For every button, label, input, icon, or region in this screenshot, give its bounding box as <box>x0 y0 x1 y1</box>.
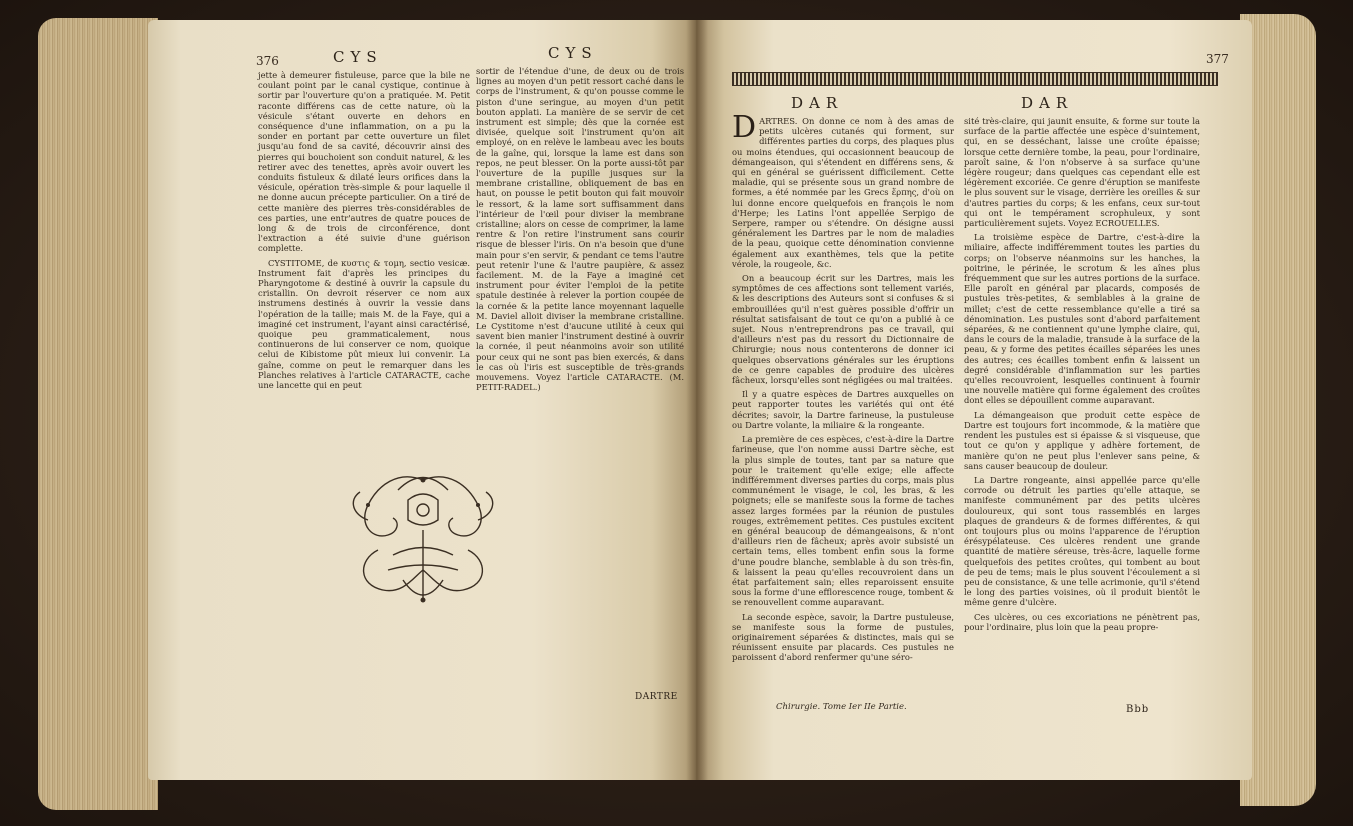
page-footer: Chirurgie. Tome Ier IIe Partie. <box>776 702 907 712</box>
left-column-1 <box>258 70 470 400</box>
paragraph: La première de ces espèces, c'est-à-dire la Dartre farineuse, que l'on nomme aussi Dartre sèche, est la plus simple de toutes, tant par sa nature que pour le traitement qu'elle exige; elle affecte indifféremment diverses parties du corps, mais plus communément le visage, le col, les bras, & les poignets; elle se manifeste sous la forme de taches assez larges formées par la réunion de pustules rouges, extrêmement petites. Ces pustules excitent en général beaucoup de démangeaisons, & n'ont d'ailleurs rien de fâcheux; après avoir subsisté un certain tems, elles tombent enfin sous la forme d'une poudre blanche, semblable à du son très-fin, & laissent la peau qu'elles recouvroient dans un état parfaitement sain; elles reparoissent ensuite sous la forme d'une efflorescence rouge, tombent & se renouvellent comme auparavant. <box>732 434 954 608</box>
book-edge-left <box>38 18 158 810</box>
paragraph: jette à demeurer fistuleuse, parce que la bile ne coulant point par le canal cystique, continue à sortir par l'ouverture qu'on a pratiquée. M. Petit raconte différens cas de cette nature, où la vésicule s'étant ouverte en dehors en conséquence d'une inflammation, on a pu la sonder en portant par cette ouverture un filet jusqu'au fond de sa cavité, découvrir ainsi des pierres qui bouchoient son conduit naturel, & les retirer avec des tenettes, après avoir ouvert les conduits fistuleux & dilaté leurs orifices dans la vésicule, opération très-simple & pour laquelle il ne donne aucun précepte particulier. On a tiré de cette manière des pierres très-considérables de ces parties, une entr'autres de quatre pouces de long & de trois de circonférence, dont l'extraction a été suivie d'une guérison complette. <box>258 70 470 254</box>
paragraph: La démangeaison que produit cette espèce de Dartre est toujours fort incommode, & la matière que rendent les pustules est si épaisse & si visqueuse, que tout ce qu'on y applique y adhère fortement, de manière qu'on ne peut plus l'enlever sans peine, & sans causer beaucoup de douleur. <box>964 409 1200 471</box>
drop-initial: D <box>732 110 757 145</box>
left-folio: 376 <box>256 54 279 68</box>
paragraph: sortir de l'étendue d'une, de deux ou de trois lignes au moyen d'un petit ressort caché dans le corps de l'instrument, & qu'on pousse comme le piston d'une seringue, au moyen d'un petit bouton applati. La manière de se servir de cet instrument est simple; dès que la cornée est divisée, quelque soit l'instrument qu'on ait employé, on en relève le lambeau avec les bouts de la gaîne, qui, lorsque la lame est dans son repos, ne peut blesser. On la porte aussi-tôt par l'ouverture de la pupille jusques sur la membrane cristalline, obliquement de bas en haut, on pousse le petit bouton qui fait mouvoir le ressort, & la lame sort suffisamment dans l'intérieur de l'œil pour diviser la membrane cristalline; alors on cesse de comprimer, la lame rentre & l'on retire l'instrument sans courir risque de blesser l'iris. On n'a besoin que d'une main pour s'en servir, & pendant ce tems l'autre peut retenir l'une & l'autre paupière, & assez facilement. M. de la Faye a imaginé cet instrument pour éviter l'emploi de la petite spatule destinée à relever la portion coupée de la cornée & la petite lance moyennant laquelle M. Daviel alloit diviser la membrane cristalline. Le Cystitome n'est d'aucune utilité à ceux qui savent bien manier l'instrument destiné à ouvrir la cornée, il peut néanmoins avoir son utilité pour ceux qui ne sont pas bien exercés, & dans le cas où l'iris est susceptible de très-grands mouvemens. Voyez l'article CATARACTE. (M. PETIT-RADEL.) <box>476 66 684 393</box>
paragraph: On a beaucoup écrit sur les Dartres, mais les symptômes de ces affections sont tellement variés, & les descriptions des Auteurs sont si confuses & si embrouillées qu'il n'est guères possible d'offrir un résultat satisfaisant de tout ce qu'on a publié à ce sujet. Nous n'entreprendrons pas ce travail, qui d'ailleurs n'est pas du ressort du Dictionnaire de Chirurgie; nous nous contenterons de donner ici quelques observations générales sur les éruptions de ce genre capables de produire des ulcères fâcheux, lorsqu'elles sont négligées ou mal traitées. <box>732 273 954 386</box>
paragraph: sité très-claire, qui jaunit ensuite, & forme sur toute la surface de la partie affectée une espèce d'suintement, qui, en se desséchant, laisse une croûte épaisse; lorsque cette dernière tombe, la peau, pour l'ordinaire, paroît saine, & l'on n'observe à sa surface qu'une légère rougeur; dans quelques cas cependant elle est légèrement excoriée. Ce genre d'éruption se manifeste le plus souvent sur le visage, derrière les oreilles & sur d'autres parties du corps; & les enfans, ceux sur-tout qui ont le tempérament scrophuleux, y sont particulièrement sujets. Voyez ECROUELLES. <box>964 116 1200 229</box>
paragraph: La troisième espèce de Dartre, c'est-à-dire la miliaire, affecte indifféremment toutes les parties du corps; on l'observe néanmoins sur les hanches, la poitrine, le périnée, le scrotum & les aînes plus fréquemment que sur les autres portions de la surface. Elle paroît en général par placards, composés de pustules très-petites, & semblables à la graine de millet; c'est de cette ressemblance qu'elle a tiré sa dénomination. Les pustules sont d'abord parfaitement séparées, & ne contiennent qu'une lymphe claire, qui, dans le cours de la maladie, transude à la surface de la peau, & y forme des petites écailles séparées les unes des autres; ces écailles tombent enfin & laissent un degré considérable d'inflammation sur les parties qu'elles recouvroient, lesquelles continuent à fournir une nouvelle matière qui forme également des croûtes dont elles se dépouillent comme auparavant. <box>964 232 1200 406</box>
paragraph: Il y a quatre espèces de Dartres auxquelles on peut rapporter toutes les variétés qui ont été décrites; savoir, la Dartre farineuse, la pustuleuse ou Dartre volante, la miliaire & la rongeante. <box>732 389 954 430</box>
paragraph: DARTRES. On donne ce nom à des amas de petits ulcères cutanés qui forment, sur différentes parties du corps, des plaques plus ou moins étendues, qui occasionnent beaucoup de démangeaison, qui s'étendent en différens sens, & qui en général se guérissent difficilement. Cette maladie, qui se présente sous un grand nombre de formes, a été nommée par les Grecs ἕρπης, d'où on lui donne encore quelquefois en françois le nom d'Herpe; les Latins l'ont appellée Serpigo de Serpere, ramper ou s'étendre. On désigne aussi généralement les Dartres par le nom de maladies de la peau, quoique cette dénomination convienne également aux exanthèmes, tels que la petite vérole, la rougeole, &c. <box>732 110 954 269</box>
right-folio: 377 <box>1206 52 1229 66</box>
paragraph: CYSTITOME, de κυστις & τομη, sectio vesicæ. Instrument fait d'après les principes du Pharyngotome & destiné à ouvrir la capsule du cristallin. On devroit réserver ce nom aux instrumens destinés à ouvrir la vessie dans l'opération de la taille; mais M. de la Faye, qui a imaginé cet instrument, l'ayant ainsi caractérisé, quoique peu grammaticalement, nous continuerons de lui conserver ce nom, quoique celui de Kibistome pût mieux lui convenir. La gaîne, comme on peut le remarquer dans les Planches relatives à l'article CATARACTE, cache une lancette qui en peut <box>258 257 470 391</box>
right-column-2 <box>964 116 1200 701</box>
left-running-head-1: CYS <box>333 48 383 66</box>
left-catchword: DARTRE <box>635 692 678 702</box>
paragraph: Ces ulcères, ou ces excoriations ne pénètrent pas, pour l'ordinaire, plus loin que la peau propre- <box>964 611 1200 632</box>
left-page <box>148 20 696 780</box>
left-column-2 <box>476 66 684 393</box>
decorative-band <box>732 72 1218 86</box>
right-page <box>696 20 1252 780</box>
book-gutter <box>686 20 708 780</box>
signature-mark: Bbb <box>1126 704 1150 715</box>
left-running-head-2: CYS <box>548 44 598 62</box>
right-running-head-2: DAR <box>1021 94 1074 112</box>
paragraph: La seconde espèce, savoir, la Dartre pustuleuse, se manifeste sous la forme de pustules, originairement séparées & distinctes, mais qui se réunissent ensuite par placards. Ces pustules ne paroissent d'abord renfermer qu'une séro- <box>732 611 954 663</box>
right-running-head-1: DAR <box>791 94 844 112</box>
ornament-vignette <box>338 460 508 610</box>
paragraph: La Dartre rongeante, ainsi appellée parce qu'elle corrode ou détruit les parties qu'elle attaque, se manifeste communément par des petits ulcères douloureux, qui sont tous rassemblés en larges plaques de grandeurs & de formes différentes, & qui ont toujours plus ou moins l'apparence de l'éruption érésypélateuse. Ces ulcères rendent une grande quantité de matière séreuse, très-âcre, laquelle forme quelquefois des petites croûtes, qui tombent au bout de peu de tems; mais le plus souvent l'écoulement a si peu de consistance, & une telle acrimonie, qu'il s'étend le long des parties voisines, où il produit bientôt le même genre d'ulcère. <box>964 474 1200 608</box>
right-column-1 <box>732 110 954 698</box>
